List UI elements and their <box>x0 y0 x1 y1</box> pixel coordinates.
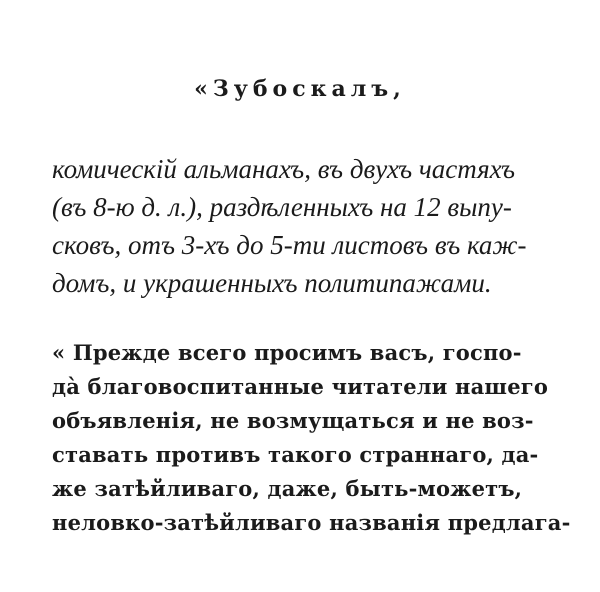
document-title: «Зубоскалъ, <box>194 76 406 102</box>
body-line: « Прежде всего просимъ васъ, госпо- <box>52 340 522 365</box>
body-paragraph <box>52 336 571 540</box>
body-line: да̀ благовоспитанные читатели нашего <box>52 374 549 399</box>
subtitle-line: сковъ, отъ 3-хъ до 5-ти листовъ въ каж- <box>52 230 527 260</box>
subtitle-line: (въ 8-ю д. л.), раздѣленныхъ на 12 выпу- <box>52 192 512 222</box>
subtitle-paragraph <box>52 150 552 302</box>
subtitle-line: комическій альманахъ, въ двухъ частяхъ <box>52 154 515 184</box>
body-line: ставать противъ такого страннаго, да- <box>52 442 539 467</box>
body-line: же затѣйливаго, даже, быть-можетъ, <box>52 476 523 501</box>
body-line: неловко-затѣйливаго названія предлага- <box>52 510 571 535</box>
body-line: объявленія, не возмущаться и не воз- <box>52 408 534 433</box>
subtitle-line: домъ, и украшенныхъ политипажами. <box>52 268 492 298</box>
